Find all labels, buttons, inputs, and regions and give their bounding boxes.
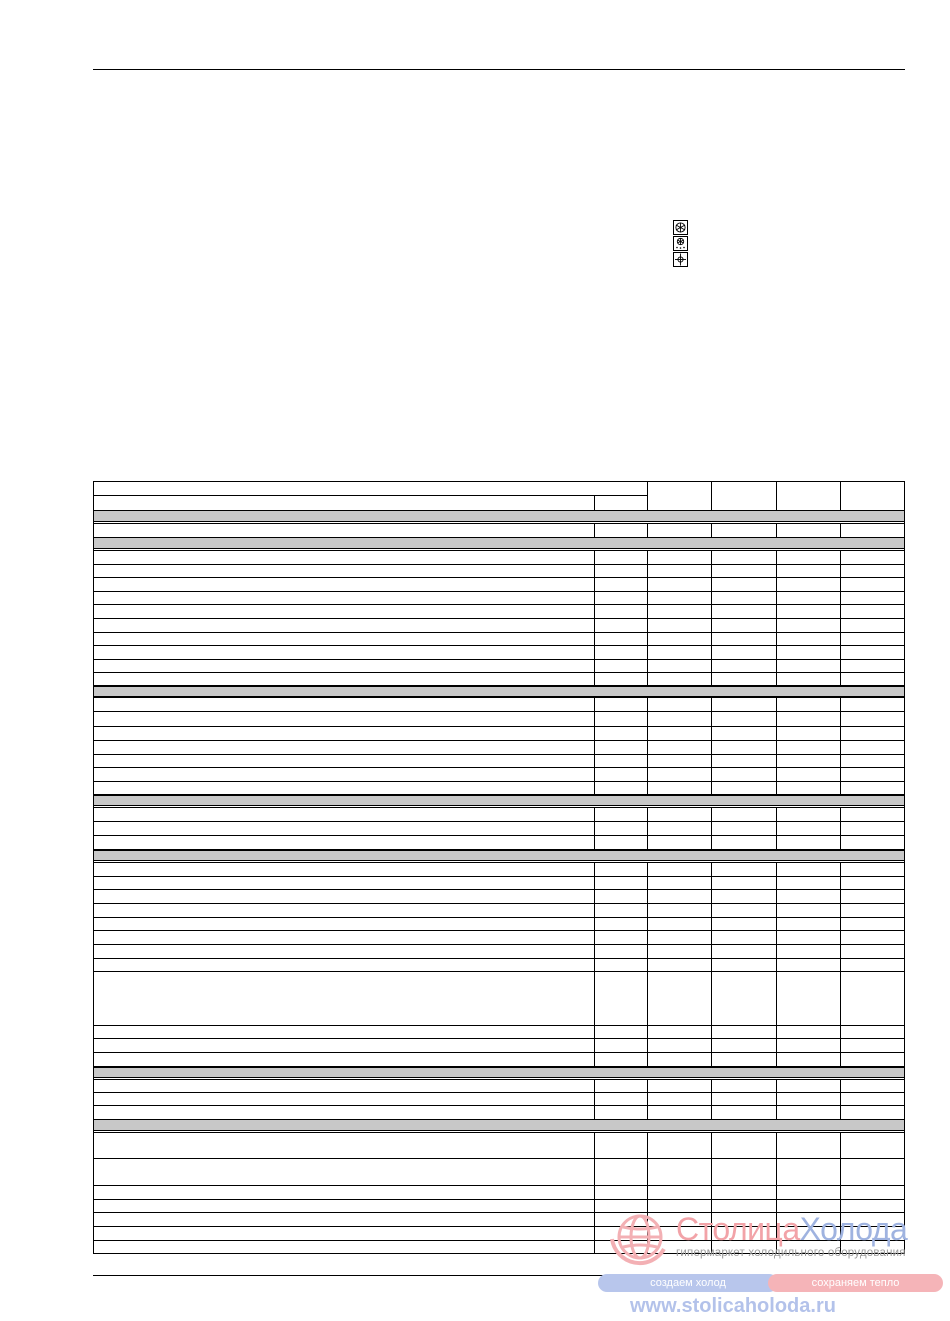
table-row-line — [94, 1092, 904, 1093]
table-column-line — [776, 550, 777, 685]
table-row-line — [94, 672, 904, 673]
table-row-line — [94, 781, 904, 782]
table-column-line — [776, 862, 777, 1066]
table-row-line — [94, 862, 904, 863]
table-row-line — [94, 1038, 904, 1039]
table-column-line — [840, 697, 841, 794]
table-column-line — [776, 482, 777, 510]
table-row-line — [94, 754, 904, 755]
table-section-header — [94, 1066, 904, 1078]
table-column-line — [711, 523, 712, 537]
table-section-header — [94, 685, 904, 697]
table-column-line — [776, 1079, 777, 1119]
table-row-line — [94, 944, 904, 945]
table-column-line — [647, 482, 648, 510]
table-column-line — [711, 697, 712, 794]
table-row-line — [94, 711, 904, 712]
table-section-header — [94, 849, 904, 861]
top-rule — [93, 69, 905, 70]
table-row-line — [94, 1158, 904, 1159]
brand-name — [676, 1211, 907, 1248]
table-row-line — [94, 1199, 904, 1200]
table-row-line — [94, 604, 904, 605]
table-row-line — [94, 1185, 904, 1186]
table-column-line — [594, 697, 595, 794]
table-row-line — [94, 577, 904, 578]
table-row-line — [94, 1132, 904, 1133]
table-row-line — [94, 1079, 904, 1080]
table-section-header — [94, 510, 904, 522]
table-column-line — [647, 523, 648, 537]
table-section-header — [94, 794, 904, 806]
table-column-line — [594, 550, 595, 685]
table-row-line — [94, 740, 904, 741]
table-column-line — [594, 523, 595, 537]
table-row-line — [94, 930, 904, 931]
table-row-line — [94, 807, 904, 808]
table-column-line — [594, 862, 595, 1066]
table-column-line — [647, 807, 648, 849]
table-row-line — [94, 1052, 904, 1053]
table-column-line — [711, 807, 712, 849]
table-column-line — [840, 1079, 841, 1119]
table-row-line — [94, 821, 904, 822]
brand-url: www.stolicaholoda.ru — [630, 1295, 836, 1317]
table-column-line — [711, 482, 712, 510]
brand-name-part2: Холода — [799, 1211, 908, 1247]
table-row-line — [94, 876, 904, 877]
table-row-line — [94, 971, 904, 972]
table-section-header — [94, 537, 904, 549]
table-row-line — [94, 1025, 904, 1026]
table-column-line — [594, 495, 595, 510]
table-column-line — [840, 523, 841, 537]
table-row-line — [94, 726, 904, 727]
table-column-line — [594, 1132, 595, 1253]
table-row-line — [94, 618, 904, 619]
table-column-line — [840, 807, 841, 849]
table-column-line — [776, 697, 777, 794]
table-column-line — [647, 697, 648, 794]
table-row-line — [94, 767, 904, 768]
band-right: сохраняем тепло — [768, 1274, 943, 1292]
table-row-line — [94, 645, 904, 646]
table-row-line — [94, 564, 904, 565]
table-column-line — [711, 550, 712, 685]
brand-tagline: гипермаркет холодильного оборудования — [676, 1247, 906, 1259]
table-row-line — [94, 889, 904, 890]
table-row-line — [94, 697, 904, 698]
table-column-line — [776, 807, 777, 849]
table-row-line — [94, 523, 904, 524]
table-column-line — [840, 550, 841, 685]
table-row-line — [94, 591, 904, 592]
snowflake-drops-icon — [673, 236, 688, 251]
table-column-line — [594, 807, 595, 849]
table-column-line — [776, 523, 777, 537]
defrost-icon — [673, 252, 688, 267]
table-column-line — [647, 862, 648, 1066]
table-row-line — [94, 632, 904, 633]
watermark-logo — [598, 1205, 943, 1320]
table-row-line — [94, 917, 904, 918]
table-column-line — [711, 862, 712, 1066]
snowflake-icon — [673, 220, 688, 235]
band-left: создаем холод — [598, 1274, 778, 1292]
table-section-header — [94, 1119, 904, 1131]
table-column-line — [647, 550, 648, 685]
globe-icon — [606, 1205, 670, 1269]
table-row-line — [94, 958, 904, 959]
table-column-line — [840, 862, 841, 1066]
table-column-line — [647, 1079, 648, 1119]
table-row-line — [94, 1105, 904, 1106]
table-row-line — [94, 659, 904, 660]
table-column-line — [594, 1079, 595, 1119]
table-row-line — [94, 835, 904, 836]
table-row-line — [94, 903, 904, 904]
brand-name-part1: Столица — [676, 1211, 800, 1247]
table-row-line — [94, 495, 647, 496]
specification-table — [93, 481, 905, 1254]
table-row-line — [94, 550, 904, 551]
table-column-line — [840, 482, 841, 510]
table-column-line — [711, 1079, 712, 1119]
